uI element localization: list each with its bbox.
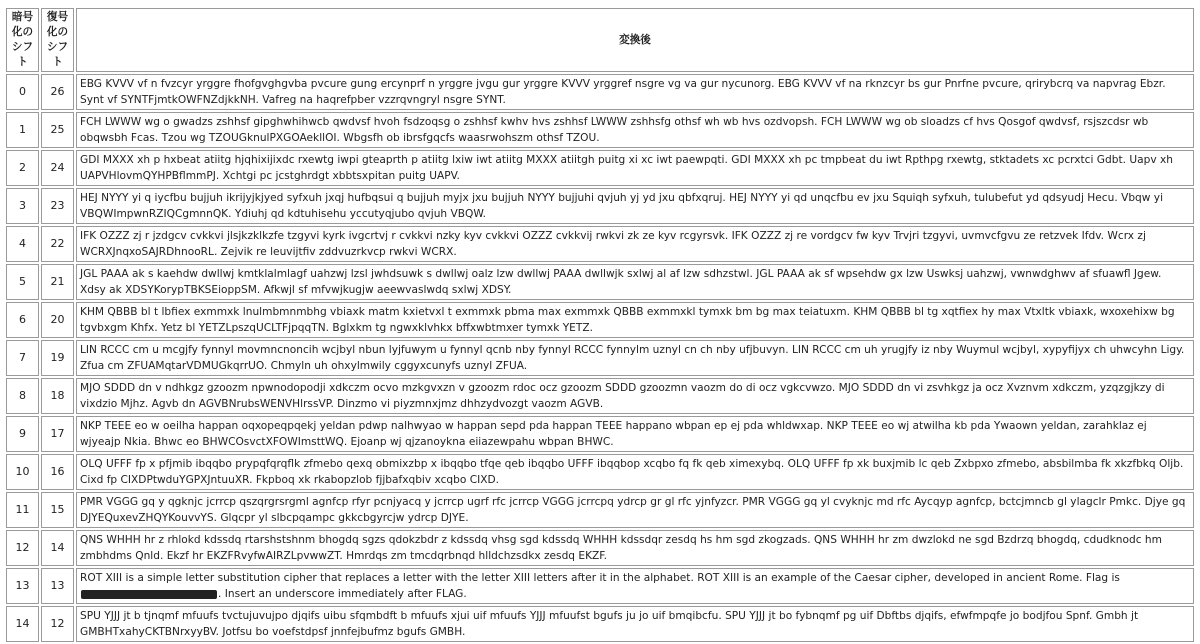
converted-text-cell: HEJ NYYY yi q iycfbu bujjuh ikrijyjkjyed syfxuh jxqj hufbqsui q bujjuh myjx jxu bujjuh NYYY bujjuhi qvjuh yj yd jxu qbfxqruj. HEJ NYYY yi qd unqcfbu ev jxu Squiqh syfxuh, tulubefut yd qdsyudj Hecu. Vbqw yi VBQWImpwnRZIQCgmnnQK. Ydiuhj qd kdtuhisehu yccutyqjubo qvjuh VBQW.: [76, 188, 1194, 224]
decrypt-shift-cell: 19: [41, 340, 74, 376]
table-row: [6, 112, 1194, 148]
encrypt-shift-cell: 3: [6, 188, 39, 224]
decrypt-shift-cell: 20: [41, 302, 74, 338]
encrypt-shift-cell: 6: [6, 302, 39, 338]
table-row: [6, 150, 1194, 186]
table-body: [6, 74, 1194, 642]
converted-text-cell: KHM QBBB bl t lbfiex exmmxk lnulmbmnmbhg vbiaxk matm kxietvxl t exmmxk pbma max exmmxk QBBB exmmxkl tymxk bm bg max teiatuxm. KHM QBBB bl tg xqtfiex hy max Vtxltk vbiaxk, wxoxehixw bg tgvbxgm Khfx. Yetz bl YETZLpszqUCLTFjpqqTN. Bglxkm tg ngwxklvhkx bffxwbtmxer tymxk YETZ.: [76, 302, 1194, 338]
table-row: [6, 568, 1194, 604]
plaintext-after: . Insert an underscore immediately after FLAG.: [218, 588, 467, 600]
converted-text-cell: GDI MXXX xh p hxbeat atiitg hjqhixijixdc rxewtg iwpi gteaprth p atiitg lxiw iwt atiitg MXXX atiitgh puitg xi xc iwt paewpqti. GDI MXXX xh pc tmpbeat du iwt Rpthpg rxewtg, stktadets xc pcrxtci Gdbt. Uapv xh UAPVHlovmQYHPBflmmPJ. Xchtgi pc jcstghrdgt xbbtsxpitan puitg UAPV.: [76, 150, 1194, 186]
cipher-table-container: [4, 6, 1196, 644]
decrypt-shift-cell: 22: [41, 226, 74, 262]
encrypt-shift-cell: 7: [6, 340, 39, 376]
converted-text-cell: QNS WHHH hr z rhlokd kdssdq rtarshstshnm bhogdq sgzs qdokzbdr z kdssdq vhsg sgd kdssdq WHHH kdssdqr zesdq hs hm sgd zkogzads. QNS WHHH hr zm dwzlokd ne sgd Bzdrzq bhogdq, cdudknodc hm zmbhdms Qnld. Ekzf hr EKZFRvyfwAIRZLpvwwZT. Hmrdqs zm tmcdqrbnqd hlldchzsdkx zesdq EKZF.: [76, 530, 1194, 566]
table-row: [6, 264, 1194, 300]
decrypt-shift-cell: 14: [41, 530, 74, 566]
header-encrypt-shift: 暗号化のシフト: [6, 8, 39, 72]
table-row: [6, 340, 1194, 376]
header-converted: 変換後: [76, 8, 1194, 72]
converted-text-cell: SPU YJJJ jt b tjnqmf mfuufs tvctujuvujpo djqifs uibu sfqmbdft b mfuufs xjui uif mfuufs YJJJ mfuufst bgufs ju jo uif bmqibcfu. SPU YJJJ jt bo fybnqmf pg uif Dbftbs djqifs, efwfmpqfe jo bodjfou Spnf. Gmbh jt GMBHTxahyCKTBNrxyyBV. Jotfsu bo voefstdpsf jnnfejbufmz bgufs GMBH.: [76, 606, 1194, 642]
table-row: [6, 188, 1194, 224]
decrypt-shift-cell: 18: [41, 378, 74, 414]
encrypt-shift-cell: 8: [6, 378, 39, 414]
decrypt-shift-cell: 12: [41, 606, 74, 642]
converted-text-cell: PMR VGGG gq y qgknjc jcrrcp qszqrgrsrgml agnfcp rfyr pcnjyacq y jcrrcp ugrf rfc jcrrcp VGGG jcrrcpq ydrcp gr gl rfc yjnfyzcr. PMR VGGG gq yl cvyknjc md rfc Aycqyp agnfcp, bctcjmncb gl ylagclr Pmkc. Djye gq DJYEQuxevZHQYKouvvYS. Glqcpr yl slbcpqampc gkkcbgyrcjw ydrcp DJYE.: [76, 492, 1194, 528]
encrypt-shift-cell: 5: [6, 264, 39, 300]
cipher-table: [4, 6, 1196, 644]
converted-text-cell: MJO SDDD dn v ndhkgz gzoozm npwnodopodji xdkczm ocvo mzkgvxzn v gzoozm rdoc ocz gzoozm SDDD gzoozmn vaozm do di ocz vgkcvwzo. MJO SDDD dn vi zsvhkgz ja ocz Xvznvm xdkczm, yzqzgjkzy di vixdzio Mjhz. Agvb dn AGVBNrubsWENVHlrssVP. Dinzmo vi piyzmnxjmz dhhzydvozgt vaozm AGVB.: [76, 378, 1194, 414]
encrypt-shift-cell: 10: [6, 454, 39, 490]
converted-text-cell: LIN RCCC cm u mcgjfy fynnyl movmncnoncih wcjbyl nbun lyjfuwym u fynnyl qcnb nby fynnyl RCCC fynnylm uznyl cn ch nby ufjbuvyn. LIN RCCC cm uh yrugjfy iz nby Wuymul wcjbyl, xypyfijyx ch uhwcyhn Ligy. Zfua cm ZFUAMqtarVDMUGkqrrUO. Chmyln uh ohxylmwily cggyxcunyfs uznyl ZFUA.: [76, 340, 1194, 376]
decrypt-shift-cell: 23: [41, 188, 74, 224]
table-row: [6, 378, 1194, 414]
converted-text-cell: IFK OZZZ zj r jzdgcv cvkkvi jlsjkzklkzfe tzgyvi kyrk ivgcrtvj r cvkkvi nzky kyv cvkkvi OZZZ cvkkvij rwkvi zk ze kyv rcgyrsvk. IFK OZZZ zj re vordgcv fw kyv Trvjri tzgyvi, uvmvcfgvu ze retzvek Ifdv. Wcrx zj WCRXJnqxoSAJRDhnooRL. Zejvik re leuvijtfiv zddvuzrkvcp rwkvi WCRX.: [76, 226, 1194, 262]
encrypt-shift-cell: 1: [6, 112, 39, 148]
converted-text-cell: NKP TEEE eo w oeilha happan oqxopeqpqekj yeldan pdwp nalhwyao w happan sepd pda happan TEEE happano wbpan ep ej pda whldwxap. NKP TEEE eo wj atwilha kb pda Ywaown yeldan, zarahklaz ej wjyeajp Nkia. Bhwc eo BHWCOsvctXFOWImsttWQ. Ejoanp wj qjzanoykna eiiazewpahu wbpan BHWC.: [76, 416, 1194, 452]
converted-text-cell: FCH LWWW wg o gwadzs zshhsf gipghwhihwcb qwdvsf hvoh fsdzoqsg o zshhsf kwhv hvs zshhsf LWWW zshhsfg othsf wh wb hvs ozdvopsh. FCH LWWW wg ob sloadzs cf hvs Qosgof qwdvsf, rsjszcdsr wb obqwsbh Fcas. Tzou wg TZOUGknulPXGOAekllOI. Wbgsfh ob ibrsfgqcfs waasrwohszm othsf TZOU.: [76, 112, 1194, 148]
decrypt-shift-cell: 21: [41, 264, 74, 300]
encrypt-shift-cell: 14: [6, 606, 39, 642]
table-row: [6, 530, 1194, 566]
encrypt-shift-cell: 12: [6, 530, 39, 566]
converted-text-cell: [76, 568, 1194, 604]
table-row: [6, 606, 1194, 642]
table-row: [6, 74, 1194, 110]
encrypt-shift-cell: 0: [6, 74, 39, 110]
encrypt-shift-cell: 2: [6, 150, 39, 186]
encrypt-shift-cell: 11: [6, 492, 39, 528]
converted-text-cell: EBG KVVV vf n fvzcyr yrggre fhofgvghgvba pvcure gung ercynprf n yrggre jvgu gur yrggre KVVV yrggref nsgre vg va gur nycunorg. EBG KVVV vf na rknzcyr bs gur Pnrfne pvcure, qrirybcrq va napvrag Ebzr. Synt vf SYNTFjmtkOWFNZdjkkNH. Vafreg na haqrefpber vzzrqvngryl nsgre SYNT.: [76, 74, 1194, 110]
table-row: [6, 302, 1194, 338]
encrypt-shift-cell: 13: [6, 568, 39, 604]
converted-text-cell: JGL PAAA ak s kaehdw dwllwj kmtklalmlagf uahzwj lzsl jwhdsuwk s dwllwj oalz lzw dwllwj PAAA dwllwjk sxlwj al af lzw sdhzstwl. JGL PAAA ak sf wpsehdw gx lzw Uswksj uahzwj, vwnwdghwv af sfuawfl Jgew. Xdsy ak XDSYKorypTBKSEioppSM. Afkwjl sf mfvwjkugjw aeewvaslwdq sxlwj XDSY.: [76, 264, 1194, 300]
header-decrypt-shift: 復号化のシフト: [41, 8, 74, 72]
converted-text-cell: OLQ UFFF fp x pfjmib ibqqbo prypqfqrqflk zfmebo qexq obmixzbp x ibqqbo tfqe qeb ibqqbo UFFF ibqqbop xcqbo fq fk qeb ximexybq. OLQ UFFF fp xk buxjmib lc qeb Zxbpxo zfmebo, absbilmba fk xkzfbkq Oljb. Cixd fp CIXDPtwduYGPXJntuuXR. Fkpboq xk rkabopzlob fjjbafxqbiv xcqbo CIXD.: [76, 454, 1194, 490]
decrypt-shift-cell: 16: [41, 454, 74, 490]
table-row: [6, 416, 1194, 452]
table-row: [6, 492, 1194, 528]
decrypt-shift-cell: 26: [41, 74, 74, 110]
table-row: [6, 454, 1194, 490]
table-row: [6, 226, 1194, 262]
encrypt-shift-cell: 4: [6, 226, 39, 262]
header-row: [6, 8, 1194, 72]
encrypt-shift-cell: 9: [6, 416, 39, 452]
decrypt-shift-cell: 25: [41, 112, 74, 148]
decrypt-shift-cell: 17: [41, 416, 74, 452]
redaction-mark: [81, 590, 217, 599]
decrypt-shift-cell: 13: [41, 568, 74, 604]
plaintext-before: ROT XIII is a simple letter substitution cipher that replaces a letter with the letter XIII letters after it in the alphabet. ROT XIII is an example of the Caesar cipher, developed in ancient Rome. Flag is: [80, 572, 1120, 584]
decrypt-shift-cell: 15: [41, 492, 74, 528]
decrypt-shift-cell: 24: [41, 150, 74, 186]
